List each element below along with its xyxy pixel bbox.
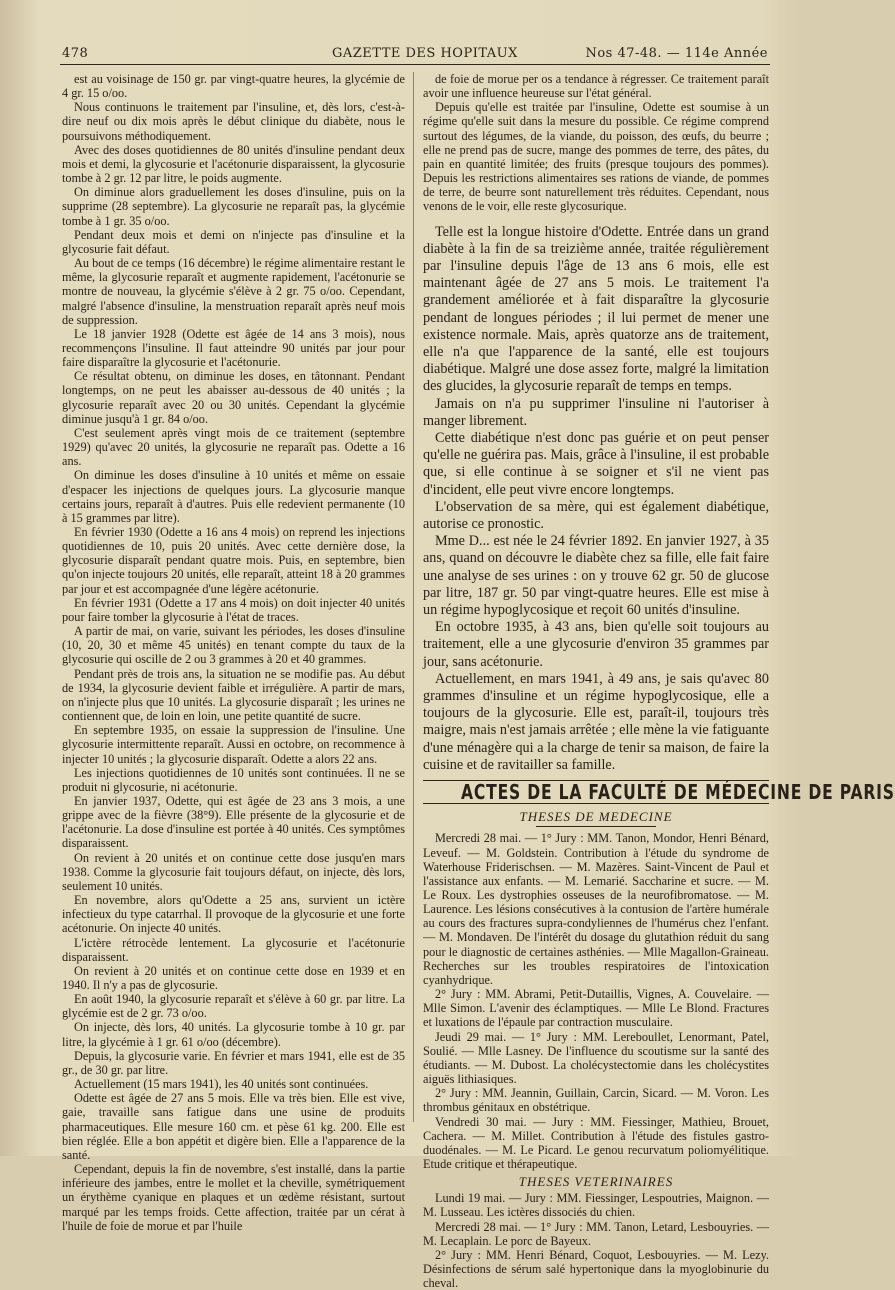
theses-veterinaires-list xyxy=(423,1191,769,1290)
paragraph: A partir de mai, on varie, suivant les périodes, les doses d'insuline (10, 20, 30 et même 45 unités) en tenant compte du taux de la glycosurie qui oscille de 2 ou 3 grammes à 20 et 40 grammes. xyxy=(62,624,405,667)
thesis-entry: Lundi 19 mai. — Jury : MM. Fiessinger, Lespoutries, Maignon. — M. Lusseau. Les ictères dissociés du chien. xyxy=(423,1191,769,1220)
issue-number: Nos 47-48. — 114e Année xyxy=(585,46,768,61)
page-number: 478 xyxy=(62,46,89,61)
paragraph: Jamais on n'a pu supprimer l'insuline ni l'autoriser à manger librement. xyxy=(423,395,769,429)
paragraph: Actuellement, en mars 1941, à 49 ans, je sais qu'avec 80 grammes d'insuline et un régime hypoglycosique, elle a toujours de la glycosurie. Elle est, paraît-il, toujours très maigre, mais n'est jamais arrêtée ; elle mène la vie fatiguante d'une ménagère qui a la charge de tenir sa maison, de faire la cuisine et de ravitailler sa famille. xyxy=(423,670,769,773)
paragraph: On revient à 20 unités et on continue cette dose jusqu'en mars 1938. Comme la glycosurie fait toujours défaut, on injecte, dès lors, seulement 10 unités. xyxy=(62,850,405,893)
paragraph: On revient à 20 unités et on continue cette dose en 1939 et en 1940. Il n'y a pas de glycosurie. xyxy=(62,963,405,992)
page-header xyxy=(62,44,768,64)
paragraph: Les injections quotidiennes de 10 unités sont continuées. Il ne se produit ni glycosurie, ni acétonurie. xyxy=(62,765,405,794)
paragraph: En août 1940, la glycosurie reparaît et s'élève à 60 gr. par litre. La glycémie est de 2 gr. 73 o/oo. xyxy=(62,992,405,1021)
theses-medecine-list xyxy=(423,831,769,1171)
thesis-entry: Mercredi 28 mai. — 1° Jury : MM. Tanon, Mondor, Henri Bénard, Leveuf. — M. Goldstein. Contribution à l'étude du syndrome de Waterhouse Friderischsen. — M. Mazères. Saint-Vincent de Paul et l'assistance aux enfants. — M. Lemarié. Saccharine et sucre. — M. Le Roux. Les dystrophies osseuses de la neurofibromatose. — M. Laurence. Les lésions consécutives à la contusion de l'artère humérale au cours des fractures supra-condyliennes de l'humérus chez l'enfant. — M. Mondaven. De l'intérêt du dosage du glutathion réduit du sang pour le diagnostic de certaines asthénies. — Mlle Magallon-Graineau. Recherches sur les troubles respiratoires de l'intoxication cyanhydrique. xyxy=(423,831,769,987)
paragraph: Depuis qu'elle est traitée par l'insuline, Odette est soumise à un régime qu'elle suit dans la mesure du possible. Ce régime comprend surtout des légumes, de la viande, du poisson, des œufs, du beurre ; elle ne prend pas de sucre, mange des pommes de terre, des pâtes, du pain en quantité limitée; des fruits (presque toujours des pommes). Depuis les restrictions alimentaires ses rations de viande, de pommes de terre, de beurre sont naturellement très réduites. Cependant, nous venons de le voir, elle reste glycosurique. xyxy=(423,100,769,214)
paragraph: C'est seulement après vingt mois de ce traitement (septembre 1929) qu'avec 20 unités, la glycosurie ne reparaît pas. Odette a 16 ans. xyxy=(62,425,405,469)
journal-title: GAZETTE DES HOPITAUX xyxy=(332,46,518,61)
left-column xyxy=(62,72,405,1233)
paragraph: de foie de morue per os a tendance à régresser. Ce traitement paraît avoir une influence heureuse sur l'état général. xyxy=(423,72,769,101)
paragraph: Le 18 janvier 1928 (Odette est âgée de 14 ans 3 mois), nous recommençons l'insuline. Il faut atteindre 90 unités par jour pour faire disparaître la glycosurie et l'acétonurie. xyxy=(62,326,405,370)
paragraph: L'observation de sa mère, qui est également diabétique, autorise ce pronostic. xyxy=(423,498,769,533)
paragraph: Au bout de ce temps (16 décembre) le régime alimentaire restant le même, la glycosurie reparaît et augmente rapidement, l'acétonurie se montre de nouveau, la glycémie s'élève à 2 gr. 75 o/oo. Cependant, malgré l'absence d'insuline, la menstruation reparaît après neuf mois de suppression. xyxy=(62,256,405,327)
paragraph: Actuellement (15 mars 1941), les 40 unités sont continuées. xyxy=(74,1077,369,1092)
paragraph: Pendant deux mois et demi on n'injecte pas d'insuline et la glycosurie fait défaut. xyxy=(62,227,405,256)
paragraph: En octobre 1935, à 43 ans, bien qu'elle soit toujours au traitement, elle a une glycosurie d'environ 35 grammes par jour, sans acétonurie. xyxy=(423,619,769,670)
paragraph: Cependant, depuis la fin de novembre, s'est installé, dans la partie inférieure des jambes, entre le mollet et la cheville, symétriquement un érythème cyanique en plaques et un œdème résistant, surtout marqué par les temps froids. Cette affection, traitée par un cérat à l'huile de foie de morue et par l'huile xyxy=(62,1162,405,1233)
thesis-entry: Jeudi 29 mai. — 1° Jury : MM. Lereboullet, Lenormant, Patel, Soulié. — Mlle Lasney. De l'influence du scoutisme sur la santé des étudiants. — M. Dubost. La cholécystectomie dans les cholécystites aiguës lithiasiques. xyxy=(423,1029,769,1087)
paragraph: On diminue les doses d'insuline à 10 unités et même on essaie d'espacer les injections de quelques jours. La glycosurie manque certains jours, reparaît à d'autres. Puis elle redevient permanente (10 à 15 grammes par litre). xyxy=(62,468,405,525)
paragraph: En février 1930 (Odette a 16 ans 4 mois) on reprend les injections quotidiennes de 10, puis 20 unités. Avec cette dernière dose, la glycosurie disparaît pendant quatre mois. Puis, en septembre, bien qu'on injecte toujours 20 unités, elle reparaît, atteint 18 à 20 grammes par jour et est accompagnée d'une légère acétonurie. xyxy=(62,525,405,596)
right-column-top-text xyxy=(423,72,769,214)
theses-medecine-heading: THESES DE MEDECINE xyxy=(519,809,673,825)
paragraph: En septembre 1935, on essaie la suppression de l'insuline. Une glycosurie intermittente reparaît. Aussi en octobre, on recommence à injecter 10 unités ; la glycosurie disparaît. Odette a alors 22 ans. xyxy=(62,723,405,766)
paragraph: Telle est la longue histoire d'Odette. Entrée dans un grand diabète à la fin de sa treizième année, traitée régulièrement par l'insuline depuis l'âge de 13 ans 6 mois, elle est maintenant âgée de 27 ans 5 mois. Le traitement l'a grandement améliorée et à fait disparaître la glycosurie pendant de longues périodes ; il lui permet de mener une existence normale. Mais, après quatorze ans de traitement, elle n'a que l'apparence de la santé, elle est toujours diabétique. Malgré une dose assez forte, malgré la limitation des glucides, la glycosurie reparaît de temps en temps. xyxy=(423,223,769,395)
column-divider xyxy=(413,72,414,1122)
paragraph: On injecte, dès lors, 40 unités. La glycosurie tombe à 10 gr. par litre, la glycémie à 1 gr. 61 o/oo (décembre). xyxy=(62,1020,405,1049)
paragraph: Nous continuons le traitement par l'insuline, et, dès lors, c'est-à-dire neuf ou dix mois après le début clinique du diabète, nous le poursuivons méthodiquement. xyxy=(62,100,405,143)
paragraph: Depuis, la glycosurie varie. En février et mars 1941, elle est de 35 gr., de 30 gr. par litre. xyxy=(62,1048,405,1077)
paragraph: Pendant près de trois ans, la situation ne se modifie pas. Au début de 1934, la glycosurie devient faible et irrégulière. A partir de mars, on n'injecte plus que 10 unités. La glycosurie disparaît ; les urines ne contiennent que, de loin en loin, une petite quantité de sucre. xyxy=(62,666,405,724)
paragraph: En février 1931 (Odette a 17 ans 4 mois) on doit injecter 40 unités pour faire tomber la glycosurie à l'état de traces. xyxy=(62,595,405,624)
paragraph: Odette est âgée de 27 ans 5 mois. Elle va très bien. Elle est vive, gaie, travaille sans fatigue dans une usine de produits pharmaceutiques. Elle mesure 160 cm. et pèse 61 kg. 200. Elle est bien réglée. Elle a bon appétit et digère bien. Elle a l'apparence de la santé. xyxy=(62,1091,405,1162)
paragraph: Ce résultat obtenu, on diminue les doses, en tâtonnant. Pendant longtemps, on ne peut les abaisser au-dessous de 40 unités ; la glycosurie reparaît avec 20 ou 30 unités. Cependant la glycémie diminue jusqu'à 1 gr. 84 o/oo. xyxy=(62,369,405,426)
section-banner: ACTES DE LA FACULTÉ DE MÉDECINE DE PARIS xyxy=(461,780,895,805)
paragraph: En novembre, alors qu'Odette a 25 ans, survient un ictère infectieux du type catarrhal. Il provoque de la glycosurie et une forte acétonurie. On injecte 40 unités. xyxy=(62,893,405,936)
thesis-entry: 2° Jury : MM. Henri Bénard, Coquot, Lesbouyries. — M. Lezy. Désinfections de sérum salé hypertonique dans la myoglobinurie du cheval. xyxy=(423,1247,769,1290)
thesis-entry: Mercredi 28 mai. — 1° Jury : MM. Tanon, Letard, Lesbouyries. — M. Lecaplain. Le porc de Bayeux. xyxy=(423,1219,769,1248)
paragraph: Mme D... est née le 24 février 1892. En janvier 1927, à 35 ans, quand on découvre le diabète chez sa fille, elle fait faire une analyse de ses urines : on y trouve 62 gr. 50 de glucose par litre, 187 gr. 50 par vingt-quatre heures. Elle est mise à un régime hypoglycosique et reçoit 60 unités d'insuline. xyxy=(423,533,769,619)
heading-underline xyxy=(536,826,656,827)
right-column xyxy=(423,72,895,1290)
paragraph: En janvier 1937, Odette, qui est âgée de 23 ans 3 mois, a une grippe avec de la fièvre (38°9). Elle présente de la glycosurie et de l'acétonurie. La dose d'insuline est portée à 40 unités. Ces symptômes disparaissent. xyxy=(62,793,405,851)
paragraph: L'ictère rétrocède lentement. La glycosurie et l'acétonurie disparaissent. xyxy=(62,935,405,964)
right-column-conclusion-text xyxy=(423,224,769,775)
header-rule xyxy=(60,64,770,65)
thesis-entry: 2° Jury : MM. Abrami, Petit-Dutaillis, Vignes, A. Couvelaire. — Mlle Simon. L'avenir des éclamptiques. — Mlle Le Blond. Fractures et luxations de l'épaule par contraction musculaire. xyxy=(423,987,769,1030)
thesis-entry: Vendredi 30 mai. — Jury : MM. Fiessinger, Mathieu, Brouet, Cachera. — M. Millet. Contribution à l'étude des fistules gastro-duodénales. — M. Le Picard. Le genou recurvatum poliomyélitique. Etude critique et thérapeutique. xyxy=(423,1114,769,1171)
paragraph: est au voisinage de 150 gr. par vingt-quatre heures, la glycémie de 4 gr. 15 o/oo. xyxy=(62,72,405,101)
paragraph: On diminue alors graduellement les doses d'insuline, puis on la supprime (28 septembre). La glycosurie ne reparaît pas, la glycémie tombe à 1 gr. 35 o/oo. xyxy=(62,185,405,228)
paragraph: Cette diabétique n'est donc pas guérie et on peut penser qu'elle ne guérira pas. Mais, grâce à l'insuline, il est probable que, si elle continue à se soigner et s'il ne vient pas d'incident, elle peut vivre encore longtemps. xyxy=(423,430,769,498)
paragraph: Avec des doses quotidiennes de 80 unités d'insuline pendant deux mois et demi, la glycosurie et l'acétonurie disparaissent, la glycosurie tombe à 2 gr. 12 par litre, le poids augmente. xyxy=(62,142,405,186)
thesis-entry: 2° Jury : MM. Jeannin, Guillain, Carcin, Sicard. — M. Voron. Les thrombus génitaux en obstétrique. xyxy=(423,1086,769,1115)
theses-veterinaires-heading: THESES VETERINAIRES xyxy=(518,1174,674,1190)
